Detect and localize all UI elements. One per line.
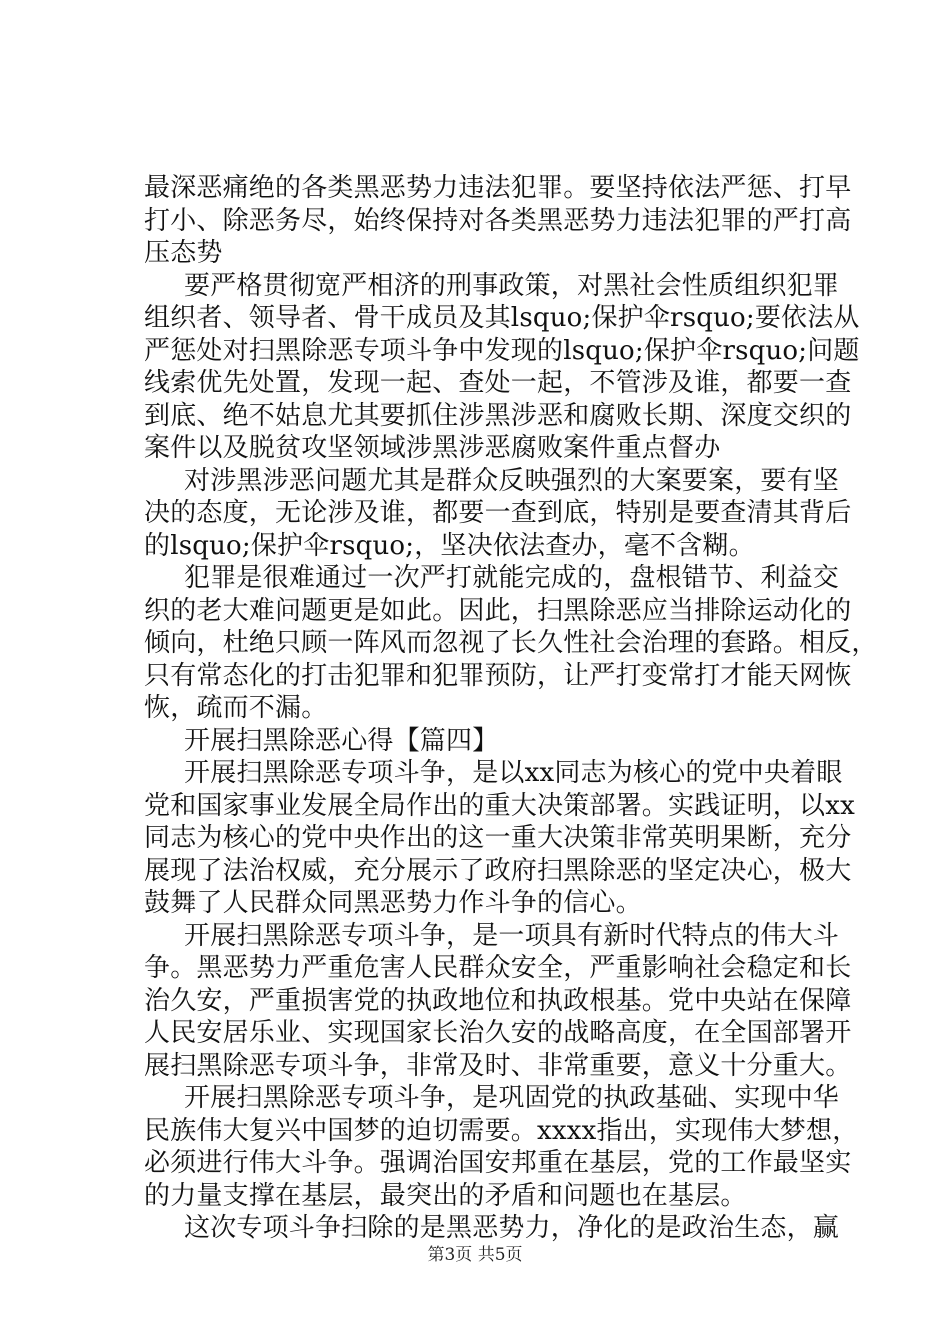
text-line: 最深恶痛绝的各类黑恶势力违法犯罪。要坚持依法严惩、打早	[144, 173, 852, 203]
text-line: 开展扫黑除恶专项斗争，是以xx同志为核心的党中央着眼	[184, 758, 843, 788]
text-line: 的力量支撑在基层，最突出的矛盾和问题也在基层。	[144, 1180, 747, 1211]
page-footer: 第3页 共5页	[427, 1245, 523, 1265]
text-line: 严惩处对扫黑除恶专项斗争中发现的lsquo;保护伞rsquo;问题	[144, 335, 860, 366]
text-line: 对涉黑涉恶问题尤其是群众反映强烈的大案要案，要有坚	[184, 465, 840, 496]
text-line: 倾向，杜绝只顾一阵风而忽视了长久性社会治理的套路。相反，	[144, 628, 878, 658]
text-line: 展扫黑除恶专项斗争，非常及时、非常重要，意义十分重大。	[144, 1050, 852, 1081]
text-line: 人民安居乐业、实现国家长治久安的战略高度，在全国部署开	[144, 1018, 852, 1048]
paragraph-1	[144, 172, 852, 270]
section-heading	[144, 725, 806, 758]
paragraph-7	[144, 1082, 859, 1212]
paragraph-5	[144, 757, 855, 920]
text-line: 这次专项斗争扫除的是黑恶势力，净化的是政治生态，赢	[184, 1213, 840, 1243]
text-line: 要严格贯彻宽严相济的刑事政策，对黑社会性质组织犯罪	[184, 270, 840, 301]
text-line: 织的老大难问题更是如此。因此，扫黑除恶应当排除运动化的	[144, 595, 852, 626]
text-line: 打小、除恶务尽，始终保持对各类黑恶势力违法犯罪的严打高	[144, 205, 852, 236]
paragraph-8	[144, 1212, 840, 1245]
heading-line: 开展扫黑除恶心得【篇四】	[184, 725, 499, 756]
paragraph-3	[144, 465, 852, 563]
text-line: 党和国家事业发展全局作出的重大决策部署。实践证明，以xx	[144, 790, 855, 821]
text-line: 鼓舞了人民群众同黑恶势力作斗争的信心。	[144, 888, 642, 918]
text-line: 只有常态化的打击犯罪和犯罪预防，让严打变常打才能天网恢	[144, 660, 852, 691]
paragraph-2	[144, 270, 860, 465]
text-line: 到底、绝不姑息尤其要抓住涉黑涉恶和腐败长期、深度交织的	[144, 400, 852, 431]
text-line: 线索优先处置，发现一起、查处一起，不管涉及谁，都要一查	[144, 368, 852, 398]
text-line: 案件以及脱贫攻坚领域涉黑涉恶腐败案件重点督办	[144, 433, 721, 463]
text-line: 展现了法治权威，充分展示了政府扫黑除恶的坚定决心，极大	[144, 855, 852, 886]
text-line: 恢，疏而不漏。	[144, 693, 328, 723]
text-line: 必须进行伟大斗争。强调治国安邦重在基层，党的工作最坚实	[144, 1148, 852, 1178]
text-line: 同志为核心的党中央作出的这一重大决策非常英明果断，充分	[144, 823, 852, 853]
text-line: 压态势	[144, 238, 223, 268]
text-line: 的lsquo;保护伞rsquo;，坚决依法查办，毫不含糊。	[144, 530, 755, 561]
text-line: 开展扫黑除恶专项斗争，是一项具有新时代特点的伟大斗	[184, 920, 840, 951]
text-line: 民族伟大复兴中国梦的迫切需要。xxxx指出，实现伟大梦想，	[144, 1115, 859, 1146]
text-line: 争。黑恶势力严重危害人民群众安全，严重影响社会稳定和长	[144, 953, 852, 983]
document-body	[144, 172, 878, 1245]
paragraph-6	[144, 920, 852, 1083]
text-line: 犯罪是很难通过一次严打就能完成的，盘根错节、利益交	[184, 563, 840, 593]
paragraph-4	[144, 562, 878, 725]
text-line: 治久安，严重损害党的执政地位和执政根基。党中央站在保障	[144, 985, 852, 1016]
text-line: 决的态度，无论涉及谁，都要一查到底，特别是要查清其背后	[144, 498, 852, 528]
text-line: 组织者、领导者、骨干成员及其lsquo;保护伞rsquo;要依法从	[144, 303, 860, 333]
text-line: 开展扫黑除恶专项斗争，是巩固党的执政基础、实现中华	[184, 1083, 840, 1113]
